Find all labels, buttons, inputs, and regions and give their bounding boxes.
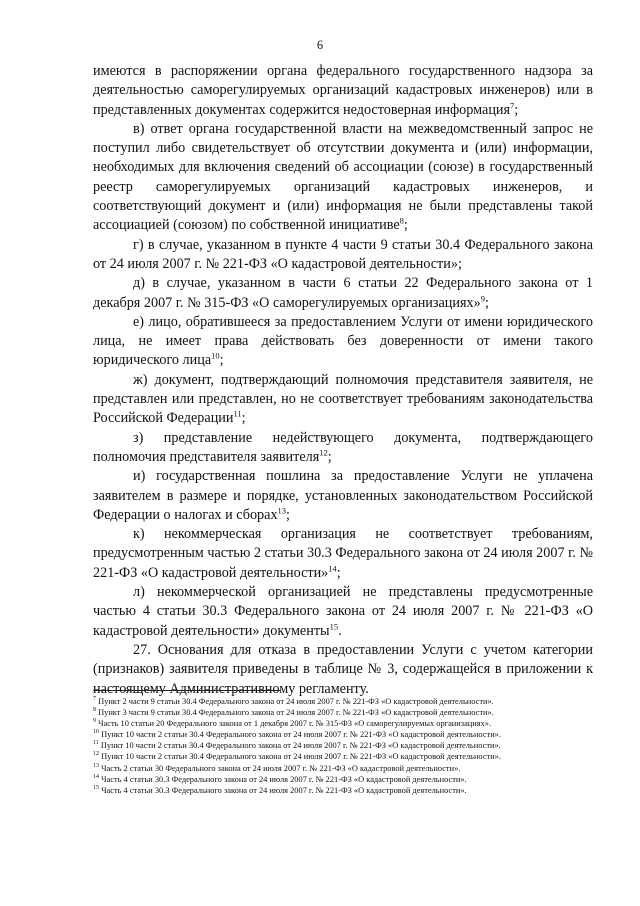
footnote-ref: 14 [328, 562, 337, 573]
footnote: $^{11}$ Пункт 10 части 2 статьи 30.4 Федерального закона от 24 июля 2007 г. № 221-ФЗ «О кадастровой деятельности». [93, 740, 501, 751]
item-g: г) в случае, указанном в пункте 4 части 9 статьи 30.4 Федерального закона от 24 июля 2007 г. № 221-ФЗ «О кадастровой деятельности»; [93, 236, 593, 272]
footnote: $^{14}$ Часть 4 статьи 30.3 Федерального закона от 24 июля 2007 г. № 221-ФЗ «О кадастровой деятельности». [93, 773, 467, 784]
footnote-separator [93, 690, 281, 691]
item-zh: ж) документ, подтверждающий полномочия представителя заявителя, не представлен или представлен, но не соответствует требованиям законодательства Российской Федерации$^{11}$; [93, 371, 593, 427]
footnote-ref: 8 [399, 215, 404, 226]
item-l: л) некоммерческой организацией не представлены предусмотренные частью 4 статьи 30.3 Федерального закона от 24 июля 2007 г. № 221-ФЗ «О кадастровой деятельности» документы$^{15}$. [93, 584, 593, 639]
item-i: и) государственная пошлина за предоставление Услуги не уплачена заявителем в размере и порядке, установленных законодательством Российской Федерации о налогах и сборах$^{13}$; [93, 468, 593, 523]
footnote-ref: 11 [233, 408, 242, 419]
footnote: $^{13}$ Часть 2 статьи 30 Федерального закона от 24 июля 2007 г. № 221-ФЗ «О кадастровой деятельности». [93, 762, 461, 773]
clause-27: 27. Основания для отказа в предоставлении Услуги с учетом категории (признаков) заявителя приведены в таблице № 3, содержащейся в приложении к настоящему Административному регламенту. [93, 641, 593, 697]
item-v: в) ответ органа государственной власти на межведомственный запрос не поступил либо свидетельствует об отсутствии документа и (или) информации, необходимых для включения сведений об ассоциации (союзе) в государственный реестр саморегулируемых организаций кадастровых инженеров, и соответствующий документ и (или) информация не были представлены такой ассоциацией (союзом) по собственной инициативе$^8$; [93, 120, 593, 234]
item-z: з) представление недействующего документа, подтверждающего полномочия представителя заявителя$^{12}$; [93, 429, 593, 465]
footnote: $^8$ Пункт 3 части 9 статьи 30.4 Федерального закона от 24 июля 2007 г. № 221-ФЗ «О кадастровой деятельности». [93, 707, 494, 718]
page-number: 6 [316, 38, 324, 52]
paragraph-continuation: имеются в распоряжении органа федерального государственного надзора за деятельностью саморегулируемых организаций кадастровых инженеров) или в представленных документах содержится недостоверная информация$^7$; [93, 63, 593, 118]
footnote-ref: 7 [510, 99, 515, 110]
footnote-ref: 13 [277, 505, 287, 516]
item-e: е) лицо, обратившееся за предоставлением Услуги от имени юридического лица, не имеет права действовать без доверенности от имени такого юридического лица$^{10}$; [93, 313, 593, 369]
footnote-ref: 15 [329, 620, 339, 631]
footnote-ref: 12 [319, 447, 328, 458]
footnote: $^{15}$ Часть 4 статьи 30.3 Федерального закона от 24 июля 2007 г. № 221-ФЗ «О кадастровой деятельности». [93, 784, 467, 795]
footnote-ref: 9 [480, 292, 485, 303]
body-text [93, 62, 593, 699]
footnote-ref: 10 [211, 350, 220, 361]
footnote: $^7$ Пункт 2 части 9 статьи 30.4 Федерального закона от 24 июля 2007 г. № 221-ФЗ «О кадастровой деятельности». [93, 696, 494, 706]
footnote: $^9$ Часть 10 статьи 20 Федерального закона от 1 декабря 2007 г. № 315-ФЗ «О саморегулируемых организациях». [93, 718, 492, 729]
item-k: к) некоммерческая организация не соответствует требованиям, предусмотренным частью 2 статьи 30.3 Федерального закона от 24 июля 2007 г. № 221-ФЗ «О кадастровой деятельности»$^{14}$; [93, 526, 593, 581]
footnotes [93, 696, 593, 796]
item-d: д) в случае, указанном в части 6 статьи 22 Федерального закона от 1 декабря 2007 г. № 315-ФЗ «О саморегулируемых организациях»$^9$; [93, 275, 593, 311]
footnote: $^{10}$ Пункт 10 части 2 статьи 30.4 Федерального закона от 24 июля 2007 г. № 221-ФЗ «О кадастровой деятельности». [93, 729, 501, 740]
footnote: $^{12}$ Пункт 10 части 2 статьи 30.4 Федерального закона от 24 июля 2007 г. № 221-ФЗ «О кадастровой деятельности». [93, 751, 501, 762]
